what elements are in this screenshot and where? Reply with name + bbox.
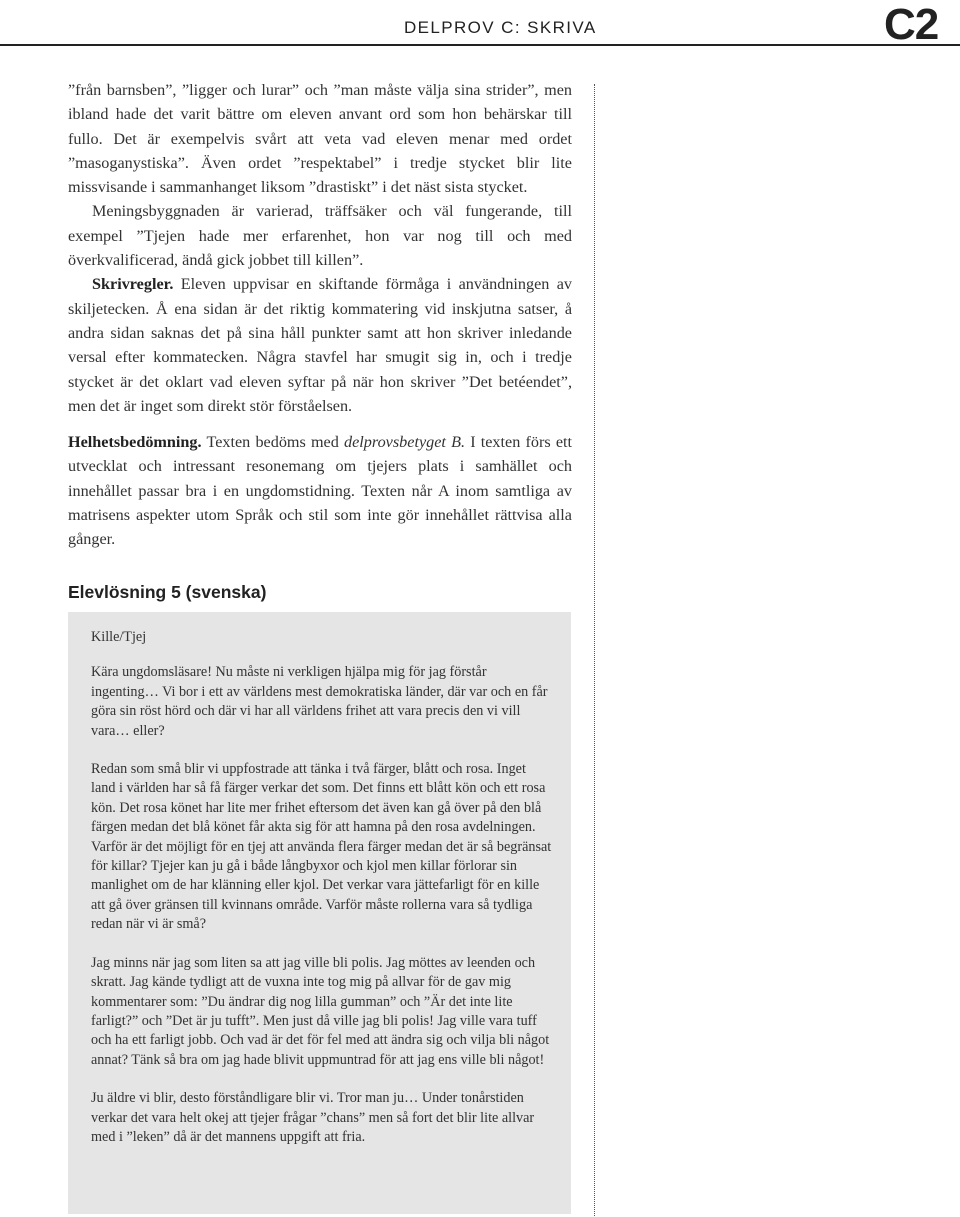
commentary-paragraph-vocabulary: ”från barnsben”, ”ligger och lurar” och ”man måste välja sina strider”, men ibland hade det varit bättre om eleven anvant ord som hon behärskar till fullo. Det är exempelvis svårt att veta vad eleven menar med ordet ”masoganystiska”. Även ordet ”respektabel” i tredje stycket blir lite missvisande i sammanhanget liksom ”drastiskt” i det näst sista stycket. (68, 81, 572, 197)
helhet-text-b: I texten förs ett utvecklat och intressant resonemang om tjejers plats i samhället och innehållet passar bra i en ungdomstidning. Texten når A inom samtliga av matrisens aspekter utom Språk och stil som inte gör innehållet rättvisa alla gånger. (68, 433, 572, 549)
commentary-paragraph-sentences: Meningsbyggnaden är varierad, träffsäker och väl fungerande, till exempel ”Tjejen hade mer erfarenhet, hon var nog till och med överkvalificerad, ändå gick jobbet till killen”. (68, 202, 572, 270)
commentary-paragraph-overall (68, 430, 572, 551)
commentary-text (68, 78, 572, 552)
grade-text: delprovsbetyget B. (344, 433, 466, 452)
section-heading: Elevlösning 5 (svenska) (68, 582, 267, 602)
skrivregler-label: Skrivregler. (92, 275, 174, 294)
essay-paragraph: Kära ungdomsläsare! Nu måste ni verkligen hjälpa mig för jag förstår ingenting… Vi bor i ett av världens mest demokratiska länder, där var och en får göra sin röst hörd och där vi har all världens frihet att vara precis den vi vill vara… eller? (91, 664, 548, 739)
commentary-paragraph-punctuation (68, 272, 572, 418)
column-divider (594, 84, 595, 1216)
essay-paragraph: Ju äldre vi blir, desto förståndligare blir vi. Tror man ju… Under tonårstiden verkar det vara helt okej att tjejer frågar ”chans” men så fort det blir lite allvar med i ”leken” då är det mannens uppgift att fria. (91, 1090, 535, 1145)
section-title: DELPROV C: SKRIVA (404, 18, 597, 37)
helhet-text-a: Texten bedöms med (201, 433, 345, 452)
header-divider (0, 44, 960, 46)
skrivregler-text: Eleven uppvisar en skiftande förmåga i användningen av skiljetecken. Å ena sidan är det riktig kommatering vid inskjutna satser, å andra sidan saknas det på sina håll punkter samt att hon skriver inledande versal efter kommatecken. Några stavfel har smugit sig in, och i tredje stycket är det oklart vad eleven syftar på när hon skriver ”Det betéendet”, men det är inget som direkt stör förståelsen. (68, 275, 572, 415)
helhet-label: Helhetsbedömning. (68, 433, 202, 452)
section-code: C2 (884, 0, 939, 49)
essay-title: Kille/Tjej (91, 629, 147, 645)
essay-paragraph: Redan som små blir vi uppfostrade att tänka i två färger, blått och rosa. Inget land i världen har så få färger verkar det som. Det finns ett blått kön och ett rosa kön. Det rosa könet har lite mer frihet eftersom det även kan gå över på den blå färgen medan det blå könet får akta sig för att hamna på den rosa avdelningen. Varför är det möjligt för en tjej att använda flera färger medan det är så begränsat för killar? Tjejer kan ju gå i både långbyxor och kjol men killar förlorar sin manlighet om de har klänning eller kjol. Det verkar vara jättefarligt för en kille att gå över gränsen till kvinnans område. Varför måste rollerna vara så tydliga redan när vi är små? (91, 761, 552, 933)
essay-paragraph: Jag minns när jag som liten sa att jag ville bli polis. Jag möttes av leenden och skratt. Jag kände tydligt att de vuxna inte tog mig på allvar för de gav mig kommentarer som: ”Du ändrar dig nog lilla gumman” och ”Är det inte lite farligt?” och ”Det är ju tufft”. Men just då ville jag bli polis! Jag ville vara tuff och ha ett farligt jobb. Och vad är det för fel med att ändra sig och vilja bli något annat? Tänk så bra om jag hade blivit uppmuntrad för att jag ens ville bli något! (91, 954, 550, 1068)
essay-text (91, 628, 553, 1147)
